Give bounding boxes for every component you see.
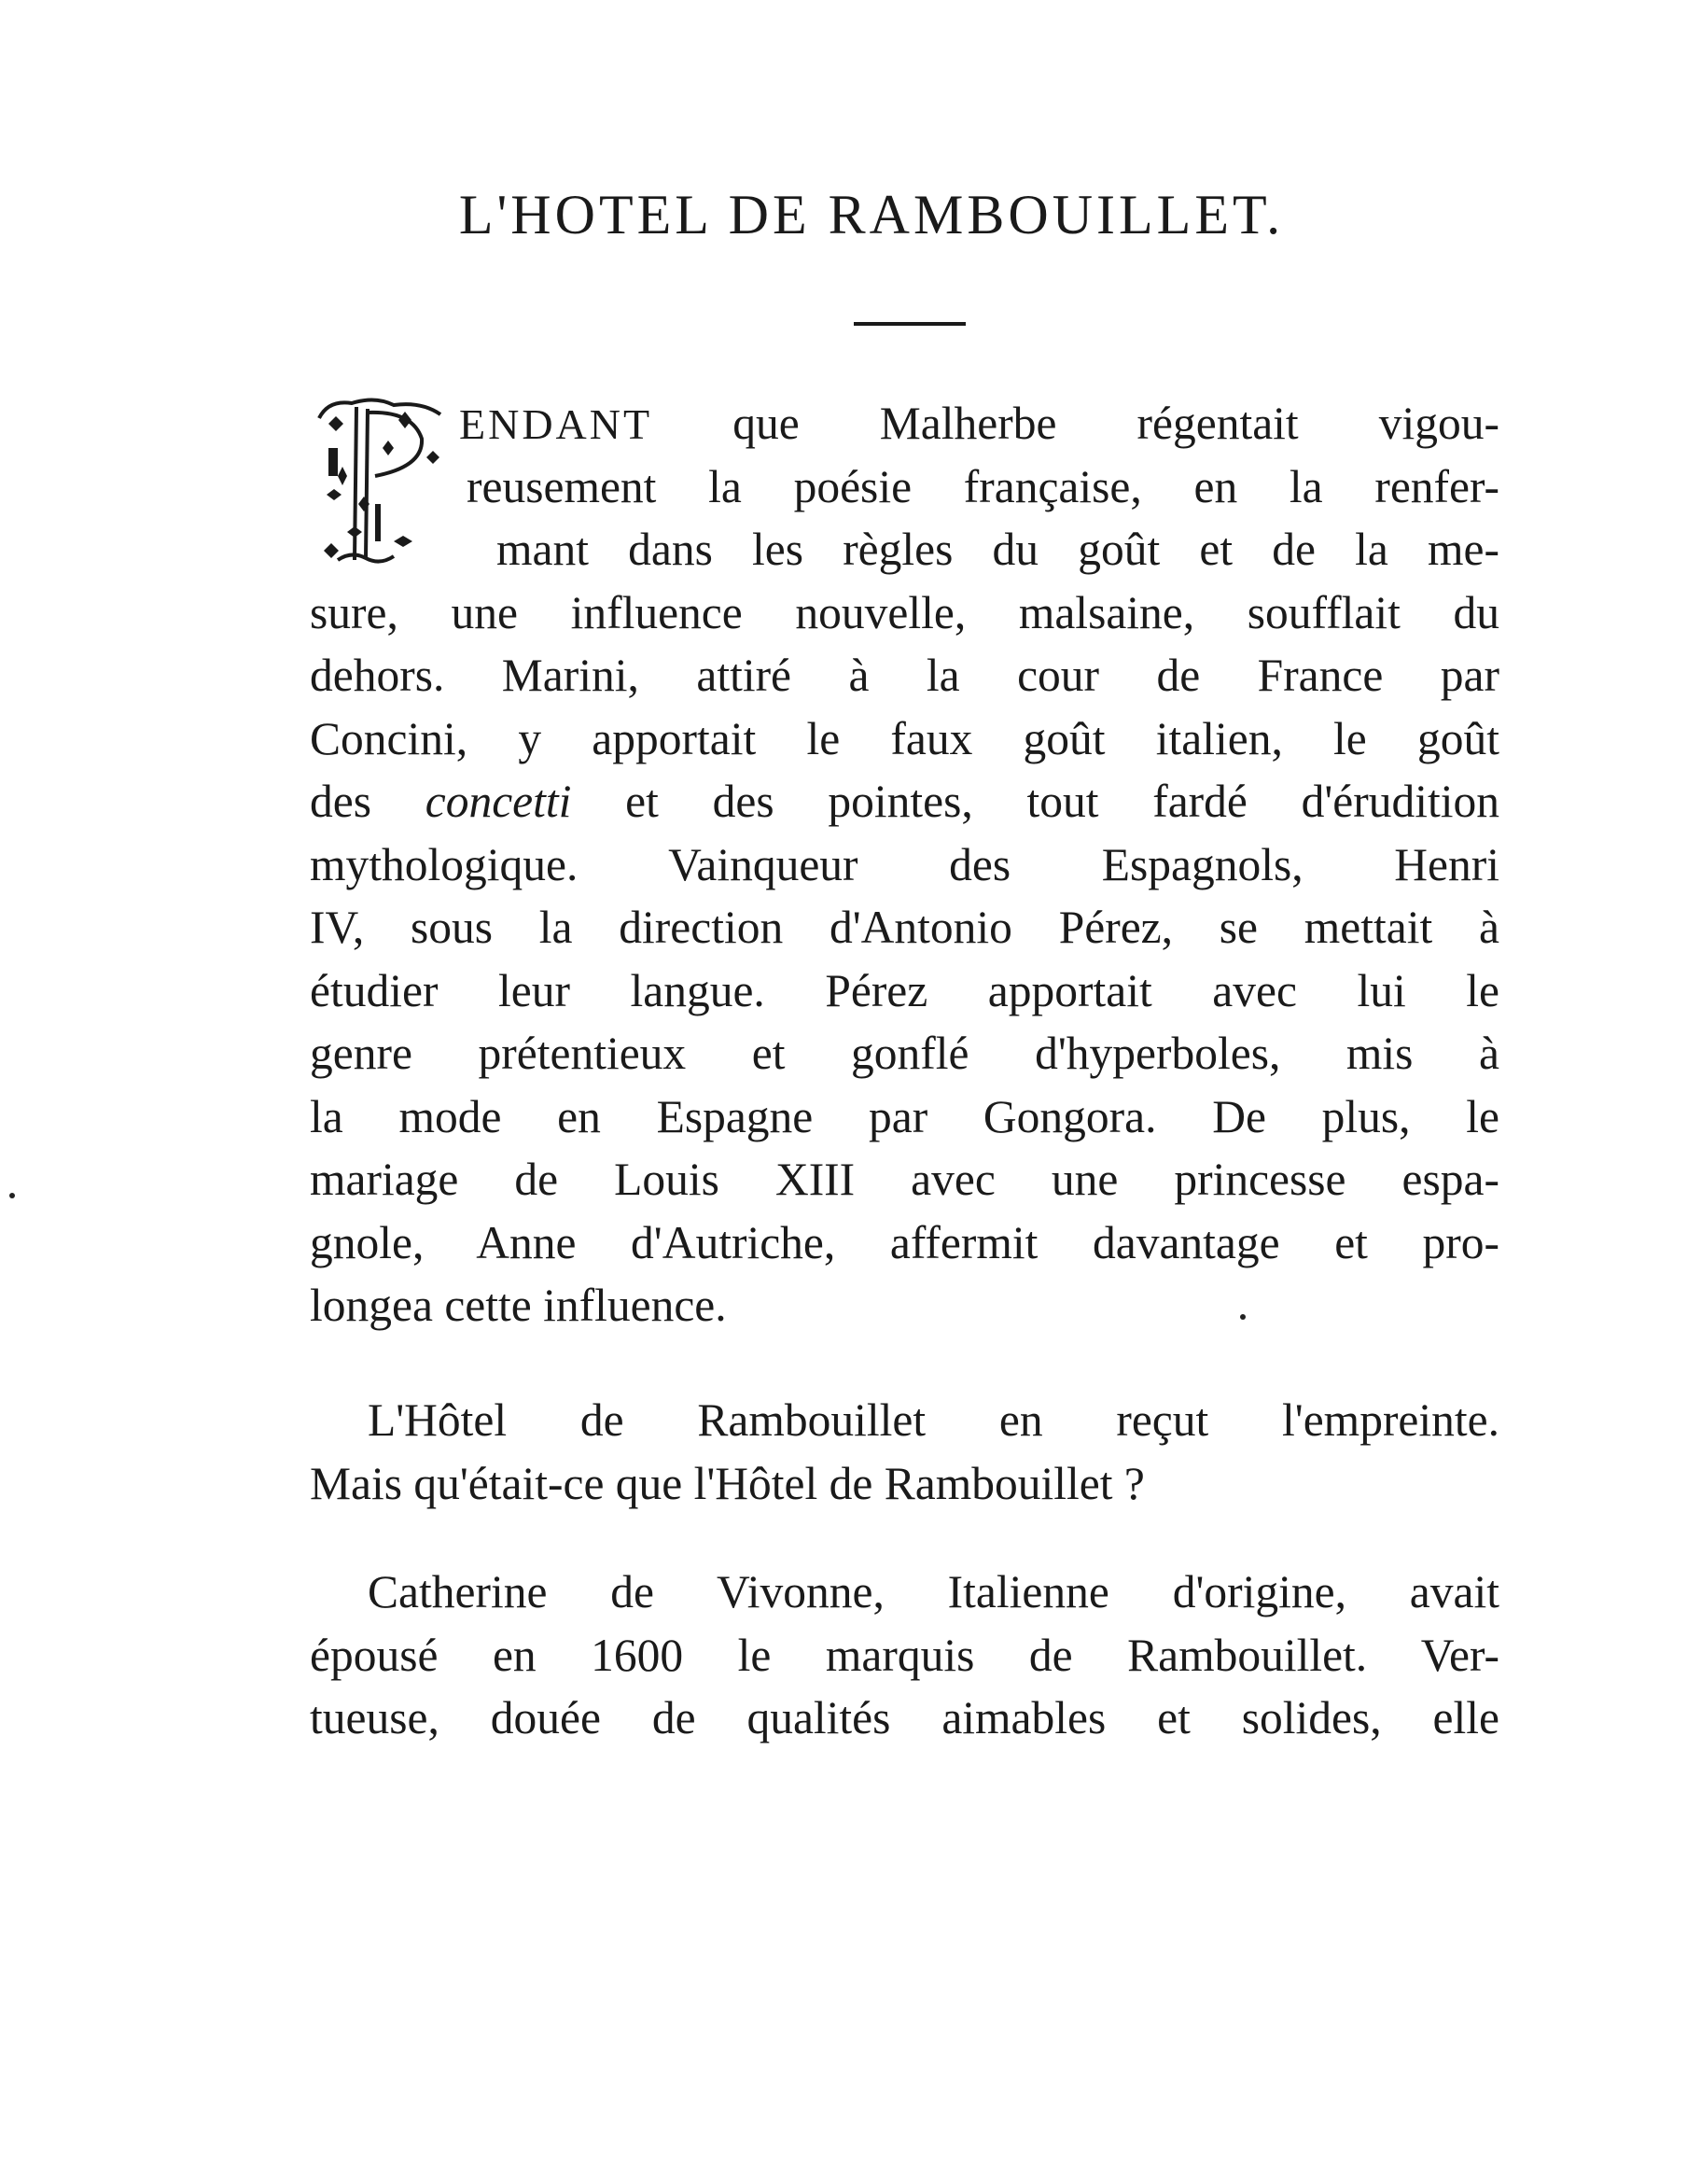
scan-speck: [9, 1193, 15, 1198]
paragraph-1-line-8: mythologique. Vainqueur des Espagnols, Henri: [310, 838, 1499, 890]
paragraph-1-line-1: [459, 392, 1499, 455]
scan-speck: [1240, 1314, 1246, 1320]
line-text: que Malherbe régentait vigou-: [732, 398, 1500, 449]
paragraph-1-line-15: longea cette influence.: [310, 1280, 727, 1331]
paragraph-1-line-6: Concini, y apportait le faux goût italien, le goût: [310, 712, 1499, 764]
paragraph-3-line-3: tueuse, douée de qualités aimables et solides, elle: [310, 1692, 1499, 1743]
paragraph-1-line-10: étudier leur langue. Pérez apportait avec lui le: [310, 964, 1499, 1016]
paragraph-1-line-4: sure, une influence nouvelle, malsaine, soufflait du: [310, 586, 1499, 638]
paragraph-1-line-14: gnole, Anne d'Autriche, affermit davantage et pro-: [310, 1216, 1499, 1268]
paragraph-1-line-11: genre prétentieux et gonflé d'hyperboles, mis à: [310, 1028, 1499, 1079]
paragraph-1-line-9: IV, sous la direction d'Antonio Pérez, se mettait à: [310, 902, 1499, 953]
paragraph-2-line-1: L'Hôtel de Rambouillet en reçut l'empreinte.: [368, 1394, 1499, 1446]
paragraph-2-line-2: Mais qu'était-ce que l'Hôtel de Rambouillet ?: [310, 1457, 1145, 1509]
paragraph-1-line-7: [310, 770, 1499, 833]
paragraph-1-line-2: reusement la poésie française, en la renfer-: [467, 460, 1499, 512]
paragraph-3-line-2: épousé en 1600 le marquis de Rambouillet. Ver-: [310, 1629, 1499, 1681]
ornamental-initial-p-icon: [310, 392, 459, 569]
page-title: L'HOTEL DE RAMBOUILLET.: [458, 184, 1285, 245]
italic-term: concetti: [425, 776, 572, 827]
title-rule-divider: [854, 322, 966, 326]
paragraph-1-line-5: dehors. Marini, attiré à la cour de France par: [310, 650, 1499, 701]
paragraph-3: [310, 1561, 1499, 1750]
paragraph-1-line-12: la mode en Espagne par Gongora. De plus, le: [310, 1090, 1499, 1142]
paragraph-2: [310, 1389, 1499, 1515]
paragraph-3-line-1: Catherine de Vivonne, Italienne d'origine, avait: [368, 1566, 1499, 1617]
paragraph-1-continued: [310, 581, 1499, 1337]
paragraph-1-line-13: mariage de Louis XIII avec une princesse espa-: [310, 1154, 1499, 1205]
opening-small-caps: ENDANT: [459, 400, 653, 448]
paragraph-1-line-3: mant dans les règles du goût et de la me-: [496, 524, 1499, 575]
line-text: et des pointes, tout fardé d'érudition: [625, 776, 1500, 827]
line-text: des: [310, 776, 371, 827]
